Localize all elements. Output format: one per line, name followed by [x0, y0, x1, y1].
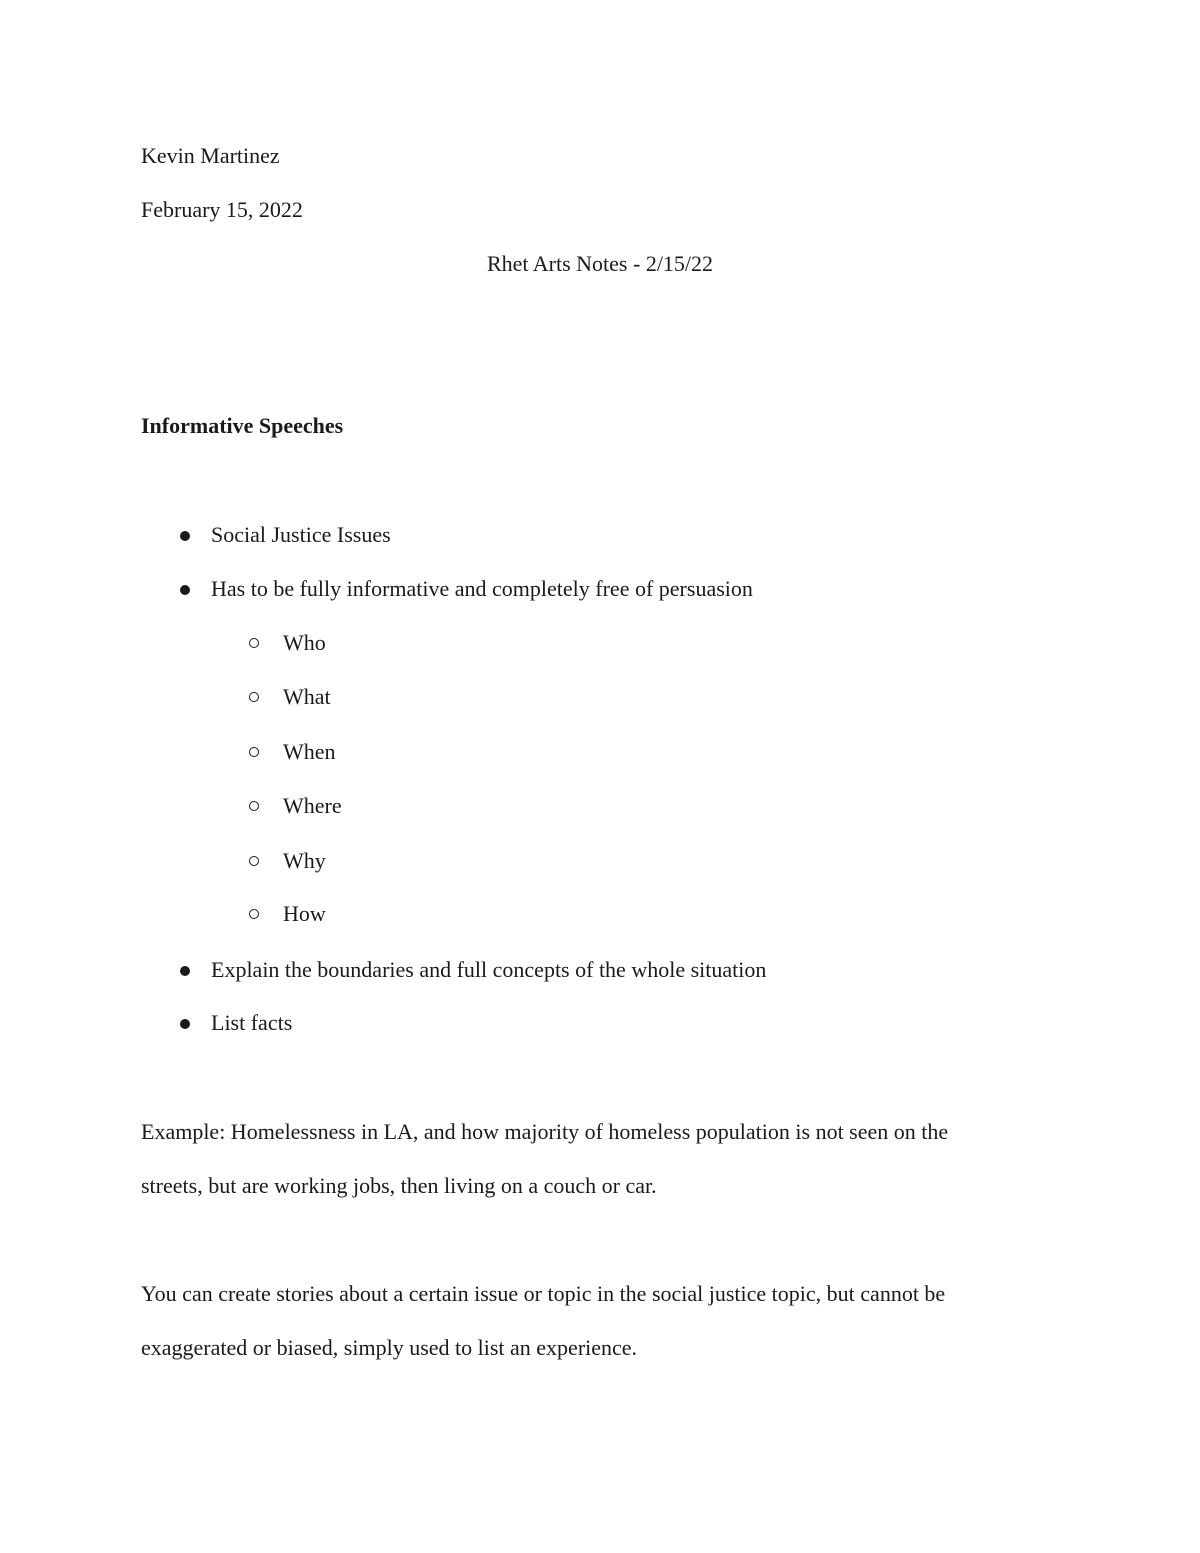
bullet-icon — [180, 531, 190, 541]
sub-list-item-text: When — [283, 739, 336, 764]
document-title: Rhet Arts Notes - 2/15/22 — [486, 251, 714, 276]
hollow-bullet-icon — [249, 692, 259, 702]
list-item-text: List facts — [211, 1010, 293, 1035]
list-item-text: Explain the boundaries and full concepts of the whole situation — [211, 957, 767, 982]
section-heading: Informative Speeches — [141, 413, 344, 438]
bullet-icon — [180, 966, 190, 976]
sub-list-item-text: Why — [283, 848, 326, 873]
list-item-text: Social Justice Issues — [211, 522, 391, 547]
hollow-bullet-icon — [249, 638, 259, 648]
hollow-bullet-icon — [249, 747, 259, 757]
hollow-bullet-icon — [249, 856, 259, 866]
author-name: Kevin Martinez — [141, 143, 280, 168]
hollow-bullet-icon — [249, 909, 259, 919]
sub-list-item-text: Who — [283, 630, 326, 655]
bullet-icon — [180, 585, 190, 595]
stories-paragraph-line: exaggerated or biased, simply used to list an experience. — [141, 1335, 638, 1360]
stories-paragraph-line: You can create stories about a certain issue or topic in the social justice topic, but cannot be — [141, 1281, 946, 1306]
sub-list-item-text: How — [283, 901, 326, 926]
hollow-bullet-icon — [249, 801, 259, 811]
sub-list-item-text: What — [283, 684, 331, 709]
bullet-icon — [180, 1019, 190, 1029]
sub-list-item-text: Where — [283, 793, 342, 818]
document-date: February 15, 2022 — [141, 197, 303, 222]
example-paragraph-line: Example: Homelessness in LA, and how majority of homeless population is not seen on the — [141, 1119, 949, 1144]
list-item-text: Has to be fully informative and completely free of persuasion — [211, 576, 753, 601]
example-paragraph-line: streets, but are working jobs, then living on a couch or car. — [141, 1173, 657, 1198]
